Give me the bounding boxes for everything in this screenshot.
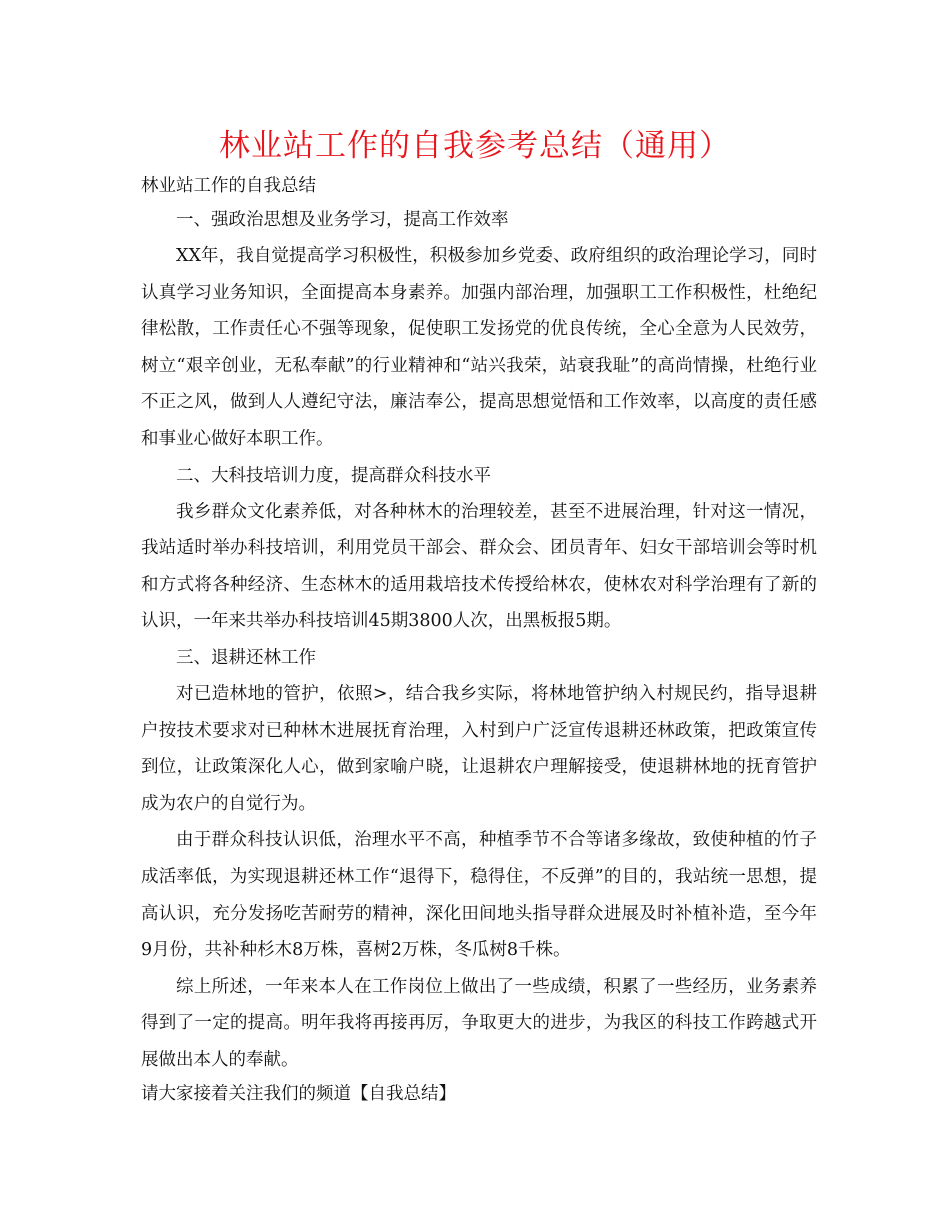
section-heading-1: 一、强政治思想及业务学习，提高工作效率 — [176, 210, 509, 230]
document-title: 林业站工作的自我参考总结（通用） — [219, 128, 731, 164]
section-heading-2: 二、大科技培训力度，提高群众科技水平 — [176, 465, 491, 486]
section-heading-3: 三、退耕还林工作 — [176, 647, 316, 668]
document-subtitle: 林业站工作的自我总结 — [141, 176, 316, 196]
section-2-paragraph-1: 我乡群众文化素养低，对各种林木的治理较差，甚至不进展治理，针对这一情况，我站适时举办科技培训，利用党员干部会、群众会、团员青年、妇女干部培训会等时机和方式将各种经济、生态林木的适用栽培技术传授给林农，使林农对科学治理有了新的认识，一年来共举办科技培训45期3800人次，出黑板报5期。 — [141, 501, 817, 632]
section-1-paragraph-1: XX年，我自觉提高学习积极性，积极参加乡党委、政府组织的政治理论学习，同时认真学习业务知识，全面提高本身素养。加强内部治理，加强职工工作积极性，杜绝纪律松散，工作责任心不强等现象，促使职工发扬党的优良传统，全心全意为人民效劳，树立“艰辛创业，无私奉献”的行业精神和“站兴我荣，站衰我耻”的高尚情操，杜绝行业不正之风，做到人人遵纪守法，廉洁奉公，提高思想觉悟和工作效率，以高度的责任感和事业心做好本职工作。 — [141, 246, 817, 449]
document-footer: 请大家接着关注我们的频道【自我总结】 — [141, 1084, 456, 1105]
section-3-paragraph-2: 由于群众科技认识低，治理水平不高，种植季节不合等诸多缘故，致使种植的竹子成活率低，为实现退耕还林工作“退得下，稳得住，不反弹”的目的，我站统一思想，提高认识，充分发扬吃苦耐劳的精神，深化田间地头指导群众进展及时补植补造，至今年9月份，共补种杉木8万株，喜树2万株，冬瓜树8千株。 — [141, 830, 817, 961]
section-3-paragraph-1: 对已造林地的管护，依照>，结合我乡实际，将林地管护纳入村规民约，指导退耕户按技术要求对已种林木进展抚育治理，入村到户广泛宣传退耕还林政策，把政策宣传到位，让政策深化人心，做到家喻户晓，让退耕农户理解接受，使退耕林地的抚育管护成为农户的自觉行为。 — [141, 683, 817, 814]
document-body — [141, 170, 817, 1110]
section-3-paragraph-3: 综上所述，一年来本人在工作岗位上做出了一些成绩，积累了一些经历，业务素养得到了一定的提高。明年我将再接再厉，争取更大的进步，为我区的科技工作跨越式开展做出本人的奉献。 — [141, 976, 817, 1070]
